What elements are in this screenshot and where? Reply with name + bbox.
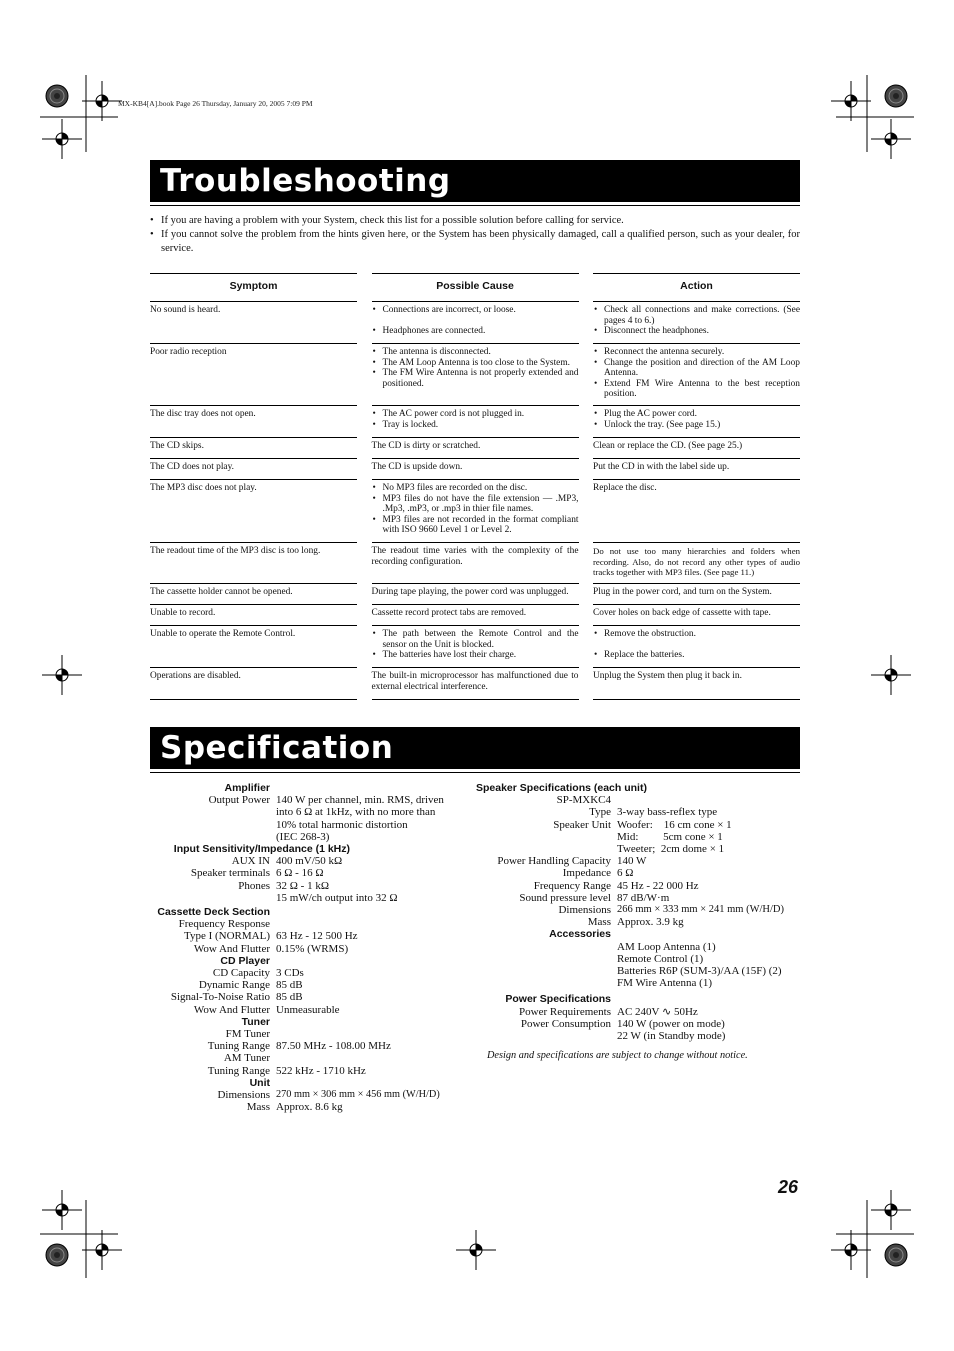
spec-value: 400 mV/50 kΩ	[276, 855, 343, 868]
spec-label: CD Capacity	[212, 967, 270, 980]
spec-label: Frequency Response	[178, 918, 270, 931]
spec-label: Power Handling Capacity	[497, 855, 611, 868]
action-item: • Change the position and direction of the AM Loop Antenna.	[593, 358, 800, 379]
action-cell	[593, 406, 800, 438]
spec-label: Tuning Range	[207, 1064, 270, 1077]
spec-value: 10% total harmonic distortion	[276, 818, 408, 831]
symptom-cell: Unable to record.	[150, 605, 357, 626]
spec-value: 140 W	[617, 855, 647, 868]
spec-label: Output Power	[208, 794, 270, 807]
spec-value: (IEC 268-3)	[276, 830, 330, 843]
spec-value: 15 mW/ch output into 32 Ω	[276, 891, 398, 904]
action-cell: Unplug the System then plug it back in.	[593, 668, 800, 700]
spec-value: Approx. 8.6 kg	[276, 1101, 343, 1114]
spec-label: Power Requirements	[519, 1005, 611, 1018]
input-heading: Input Sensitivity/Impedance (1 kHz)	[173, 843, 350, 856]
page-number: 26	[778, 1177, 799, 1197]
column-header-cause: Possible Cause	[372, 273, 579, 302]
spec-value: Tweeter; 2cm dome × 1	[617, 843, 725, 856]
cause-item: • MP3 files are not recorded in the format compliant with ISO 9660 Level 1 or Level 2.	[372, 515, 579, 536]
cause-cell: The CD is upside down.	[372, 459, 579, 480]
spec-value: 45 Hz - 22 000 Hz	[617, 879, 699, 892]
intro-item: • If you are having a problem with your System, check this list for a possible solution before calling for service.	[150, 214, 800, 228]
troubleshooting-title: Troubleshooting	[150, 160, 800, 202]
cause-item: • Tray is locked.	[372, 420, 579, 431]
cause-item: • The AC power cord is not plugged in.	[372, 409, 579, 420]
action-cell: Put the CD in with the label side up.	[593, 459, 800, 480]
action-cell	[593, 302, 800, 344]
table-row	[150, 459, 800, 480]
symptom-cell: The CD does not play.	[150, 459, 357, 480]
amplifier-heading: Amplifier	[224, 782, 270, 794]
file-header: MX-KB4[A].book Page 26 Thursday, January 20, 2005 7:09 PM	[118, 99, 313, 108]
spec-label: AM Tuner	[223, 1052, 270, 1065]
cause-item: • No MP3 files are recorded on the disc.	[372, 483, 579, 494]
spec-label: Wow And Flutter	[193, 1003, 270, 1016]
speaker-heading: Speaker Specifications (each unit)	[476, 782, 647, 794]
cause-item: • The path between the Remote Control and the sensor on the Unit is blocked.	[372, 629, 579, 650]
action-cell: Clean or replace the CD. (See page 25.)	[593, 438, 800, 459]
spec-value: 3-way bass-reflex type	[617, 806, 718, 819]
spec-label: Mass	[587, 916, 611, 929]
cassette-heading: Cassette Deck Section	[157, 906, 270, 919]
cause-cell	[372, 406, 579, 438]
accessory-item: Batteries R6P (SUM-3)/AA (15F) (2)	[617, 965, 782, 978]
cause-cell: The readout time varies with the complexity of the recording configuration.	[372, 543, 579, 584]
spec-value: 270 mm × 306 mm × 456 mm (W/H/D)	[276, 1089, 440, 1101]
troubleshooting-table	[150, 273, 800, 700]
unit-heading: Unit	[249, 1076, 270, 1089]
cause-cell: Cassette record protect tabs are removed.	[372, 605, 579, 626]
cause-cell: The CD is dirty or scratched.	[372, 438, 579, 459]
spec-label: Type I (NORMAL)	[184, 930, 270, 943]
accessory-item: Remote Control (1)	[617, 952, 704, 965]
spec-value: AC 240V ∿ 50Hz	[617, 1005, 698, 1018]
spec-label: Frequency Range	[533, 879, 611, 892]
action-cell: Do not use too many hierarchies and folders when recording. Also, do not record any other types of audio tracks together with MP3 files. (See page 11.)	[593, 543, 800, 584]
symptom-cell: No sound is heard.	[150, 302, 357, 344]
cause-cell	[372, 480, 579, 543]
spec-value: 6 Ω	[617, 867, 634, 880]
cause-item: • Headphones are connected.	[372, 326, 579, 337]
column-header-symptom: Symptom	[150, 273, 357, 302]
spec-value: 63 Hz - 12 500 Hz	[276, 930, 358, 943]
spec-label: Speaker Unit	[553, 818, 611, 831]
action-cell: Cover holes on back edge of cassette with tape.	[593, 605, 800, 626]
action-item: • Reconnect the antenna securely.	[593, 347, 800, 358]
table-row	[150, 480, 800, 543]
action-cell	[593, 344, 800, 406]
symptom-cell: Poor radio reception	[150, 344, 357, 406]
table-row	[150, 406, 800, 438]
action-cell: Replace the disc.	[593, 480, 800, 543]
cause-cell	[372, 626, 579, 668]
accessory-item: FM Wire Antenna (1)	[617, 977, 712, 990]
spec-value: Unmeasurable	[276, 1003, 340, 1016]
intro-list	[150, 214, 800, 256]
symptom-cell: The disc tray does not open.	[150, 406, 357, 438]
action-item: • Replace the batteries.	[593, 650, 800, 661]
spec-label: Impedance	[562, 867, 611, 880]
tuner-heading: Tuner	[241, 1015, 270, 1028]
symptom-cell: The MP3 disc does not play.	[150, 480, 357, 543]
action-item: • Extend FM Wire Antenna to the best reception position.	[593, 379, 800, 400]
spec-label: Signal-To-Noise Ratio	[170, 991, 270, 1004]
spec-value: 87.50 MHz - 108.00 MHz	[276, 1040, 391, 1053]
cause-cell	[372, 302, 579, 344]
accessory-item: AM Loop Antenna (1)	[617, 940, 716, 953]
cause-item: • The AM Loop Antenna is too close to the System.	[372, 358, 579, 369]
table-header	[150, 273, 800, 302]
spec-value: 140 W (power on mode)	[617, 1017, 725, 1030]
spec-label: Dynamic Range	[198, 979, 270, 992]
spec-right-column	[476, 782, 784, 1042]
cause-item: • The antenna is disconnected.	[372, 347, 579, 358]
spec-label: Dimensions	[217, 1089, 270, 1102]
spec-value: 140 W per channel, min. RMS, driven	[276, 794, 444, 807]
cause-cell: The built-in microprocessor has malfunctioned due to external electrical interference.	[372, 668, 579, 700]
cause-item: • The FM Wire Antenna is not properly extended and positioned.	[372, 368, 579, 389]
title-rule	[150, 772, 800, 773]
symptom-cell: Unable to operate the Remote Control.	[150, 626, 357, 668]
table-row	[150, 584, 800, 605]
specification-title: Specification	[150, 727, 800, 769]
cd-heading: CD Player	[220, 954, 270, 967]
action-item: • Remove the obstruction.	[593, 629, 800, 640]
spec-value: Mid: 5cm cone × 1	[617, 830, 723, 843]
spec-value: into 6 Ω at 1kHz, with no more than	[276, 806, 436, 819]
intro-item: • If you cannot solve the problem from the hints given here, or the System has been physically damaged, call a qualified person, such as your dealer, for service.	[150, 228, 800, 256]
action-item: • Check all connections and make corrections. (See pages 4 to 6.)	[593, 305, 800, 326]
table-row	[150, 605, 800, 626]
speaker-model: SP-MXKC4	[556, 794, 611, 807]
cause-cell: During tape playing, the power cord was unplugged.	[372, 584, 579, 605]
spec-value: 85 dB	[276, 979, 303, 992]
spec-value: 6 Ω - 16 Ω	[276, 867, 324, 880]
table-row	[150, 543, 800, 584]
spec-label: Tuning Range	[207, 1040, 270, 1053]
spec-label: Phones	[238, 879, 270, 892]
column-header-action: Action	[593, 273, 800, 302]
table-row	[150, 438, 800, 459]
spec-label: Wow And Flutter	[193, 942, 270, 955]
spec-label: AUX IN	[231, 855, 270, 868]
table-row	[150, 302, 800, 344]
spec-value: 85 dB	[276, 991, 303, 1004]
title-rule	[150, 205, 800, 206]
spec-value: Woofer: 16 cm cone × 1	[617, 818, 732, 831]
spec-label: Type	[589, 806, 611, 819]
table-row	[150, 668, 800, 700]
cause-item: • MP3 files do not have the file extension — .MP3, .Mp3, .mP3, or .mp3 in thier file names.	[372, 494, 579, 515]
spec-value: Approx. 3.9 kg	[617, 916, 684, 929]
spec-label: Mass	[246, 1101, 270, 1114]
symptom-cell: The CD skips.	[150, 438, 357, 459]
cause-item: • Connections are incorrect, or loose.	[372, 305, 579, 316]
symptom-cell: The cassette holder cannot be opened.	[150, 584, 357, 605]
symptom-cell: Operations are disabled.	[150, 668, 357, 700]
action-item: • Plug the AC power cord.	[593, 409, 800, 420]
spec-value: 22 W (in Standby mode)	[617, 1030, 726, 1043]
action-item: • Disconnect the headphones.	[593, 326, 800, 337]
spec-value: 32 Ω - 1 kΩ	[276, 879, 330, 892]
spec-label: Dimensions	[558, 904, 611, 917]
action-cell	[593, 626, 800, 668]
table-row	[150, 626, 800, 668]
spec-value: 266 mm × 333 mm × 241 mm (W/H/D)	[617, 904, 785, 916]
table-row	[150, 344, 800, 406]
spec-value: 522 kHz - 1710 kHz	[276, 1064, 366, 1077]
cause-item: • The batteries have lost their charge.	[372, 650, 579, 661]
spec-left-column	[150, 782, 444, 1113]
spec-value: 3 CDs	[276, 967, 304, 980]
cause-cell	[372, 344, 579, 406]
spec-value: 87 dB/W·m	[617, 891, 670, 904]
accessories-heading: Accessories	[549, 928, 611, 941]
power-heading: Power Specifications	[505, 993, 611, 1006]
spec-label: Speaker terminals	[190, 867, 270, 880]
action-cell: Plug in the power cord, and turn on the System.	[593, 584, 800, 605]
spec-note: Design and specifications are subject to change without notice.	[487, 1050, 748, 1061]
action-item: • Unlock the tray. (See page 15.)	[593, 420, 800, 431]
spec-label: FM Tuner	[225, 1028, 270, 1041]
spec-value: 0.15% (WRMS)	[276, 942, 349, 955]
spec-label: Sound pressure level	[519, 891, 611, 904]
spec-label: Power Consumption	[520, 1017, 611, 1030]
symptom-cell: The readout time of the MP3 disc is too long.	[150, 543, 357, 584]
